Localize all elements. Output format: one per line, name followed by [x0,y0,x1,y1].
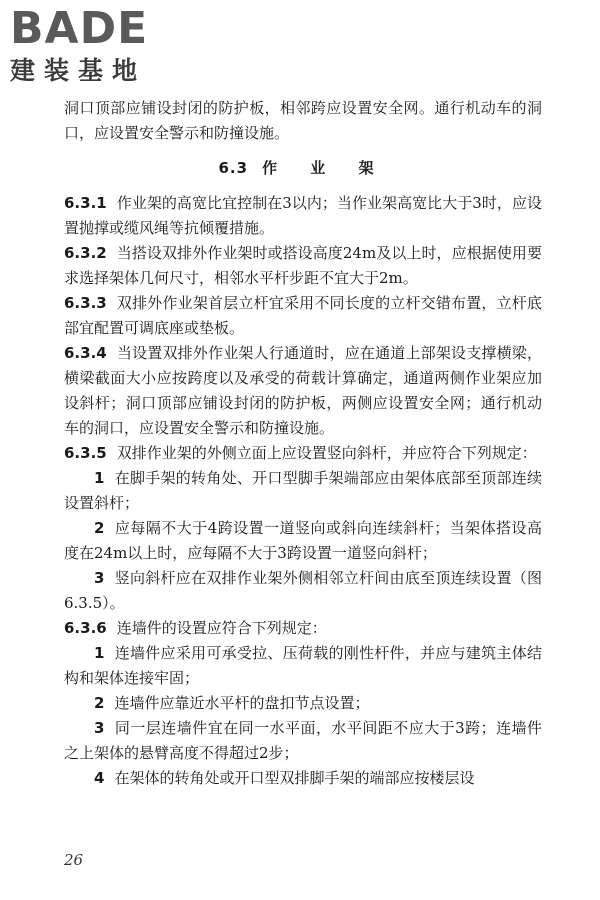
logo-text-cn: 建装基地 [10,56,147,85]
item-number: 2 [94,694,105,712]
clause-number: 6.3.4 [64,344,107,362]
clause-6-3-6-item-4 [64,766,542,791]
section-title: 作 业 架 [262,159,388,177]
item-number: 1 [94,469,105,487]
item-number: 2 [94,519,105,537]
item-text: 竖向斜杆应在双排作业架外侧相邻立杆间由底至顶连续设置（图6.3.5）。 [64,569,542,612]
item-text: 同一层连墙件宜在同一水平面，水平间距不应大于3跨；连墙件之上架体的悬臂高度不得超过2步； [64,719,542,762]
page-number: 26 [64,851,84,869]
clause-number: 6.3.5 [64,444,107,462]
section-number: 6.3 [218,159,249,177]
clause-6-3-5 [64,441,542,466]
clause-6-3-6-item-3 [64,716,542,766]
item-text: 在脚手架的转角处、开口型脚手架端部应由架体底部至顶部连续设置斜杆； [64,469,542,512]
item-text: 应每隔不大于4跨设置一道竖向或斜向连续斜杆；当架体搭设高度在24m以上时，应每隔不大于3跨设置一道竖向斜杆； [64,519,542,562]
clause-text: 连墙件的设置应符合下列规定： [116,619,327,637]
clause-text: 双排作业架的外侧立面上应设置竖向斜杆，并应符合下列规定： [116,444,537,462]
clause-6-3-5-item-1 [64,466,542,516]
item-text: 连墙件应靠近水平杆的盘扣节点设置； [114,694,370,712]
clause-text: 当搭设双排外作业架时或搭设高度24m及以上时，应根据使用要求选择架体几何尺寸，相邻水平杆步距不宜大于2m。 [64,244,542,287]
item-number: 1 [94,644,105,662]
clause-6-3-6-item-2 [64,691,542,716]
clause-number: 6.3.3 [64,294,107,312]
clause-number: 6.3.2 [64,244,107,262]
intro-paragraph: 洞口顶部应铺设封闭的防护板，相邻跨应设置安全网。通行机动车的洞口，应设置安全警示和防撞设施。 [64,99,542,142]
clause-6-3-6-item-1 [64,641,542,691]
item-number: 3 [94,569,105,587]
clause-number: 6.3.6 [64,619,107,637]
clause-6-3-2 [64,241,542,291]
document-body [64,96,542,791]
item-number: 3 [94,719,105,737]
clause-6-3-6 [64,616,542,641]
clause-6-3-4 [64,341,542,441]
clause-number: 6.3.1 [64,194,107,212]
bade-logo [8,4,178,88]
item-number: 4 [94,769,105,787]
item-text: 连墙件应采用可承受拉、压荷载的刚性杆件，并应与建筑主体结构和架体连接牢固； [64,644,542,687]
clause-text: 当设置双排外作业架人行通道时，应在通道上部架设支撑横梁，横梁截面大小应按跨度以及承受的荷载计算确定，通道两侧作业架应加设斜杆；洞口顶部应铺设封闭的防护板，两侧应设置安全网；通行机动车的洞口，应设置安全警示和防撞设施。 [64,344,542,437]
clause-6-3-3 [64,291,542,341]
clause-6-3-5-item-2 [64,516,542,566]
clause-text: 双排外作业架首层立杆宜采用不同长度的立杆交错布置，立杆底部宜配置可调底座或垫板。 [64,294,542,337]
logo-text-en: BADE [10,3,149,54]
clause-6-3-1 [64,191,542,241]
clause-text: 作业架的高宽比宜控制在3以内；当作业架高宽比大于3时，应设置抛撑或缆风绳等抗倾覆措施。 [64,194,542,237]
item-text: 在架体的转角处或开口型双排脚手架的端部应按楼层设 [114,769,475,787]
section-heading [64,156,542,181]
clause-6-3-5-item-3 [64,566,542,616]
